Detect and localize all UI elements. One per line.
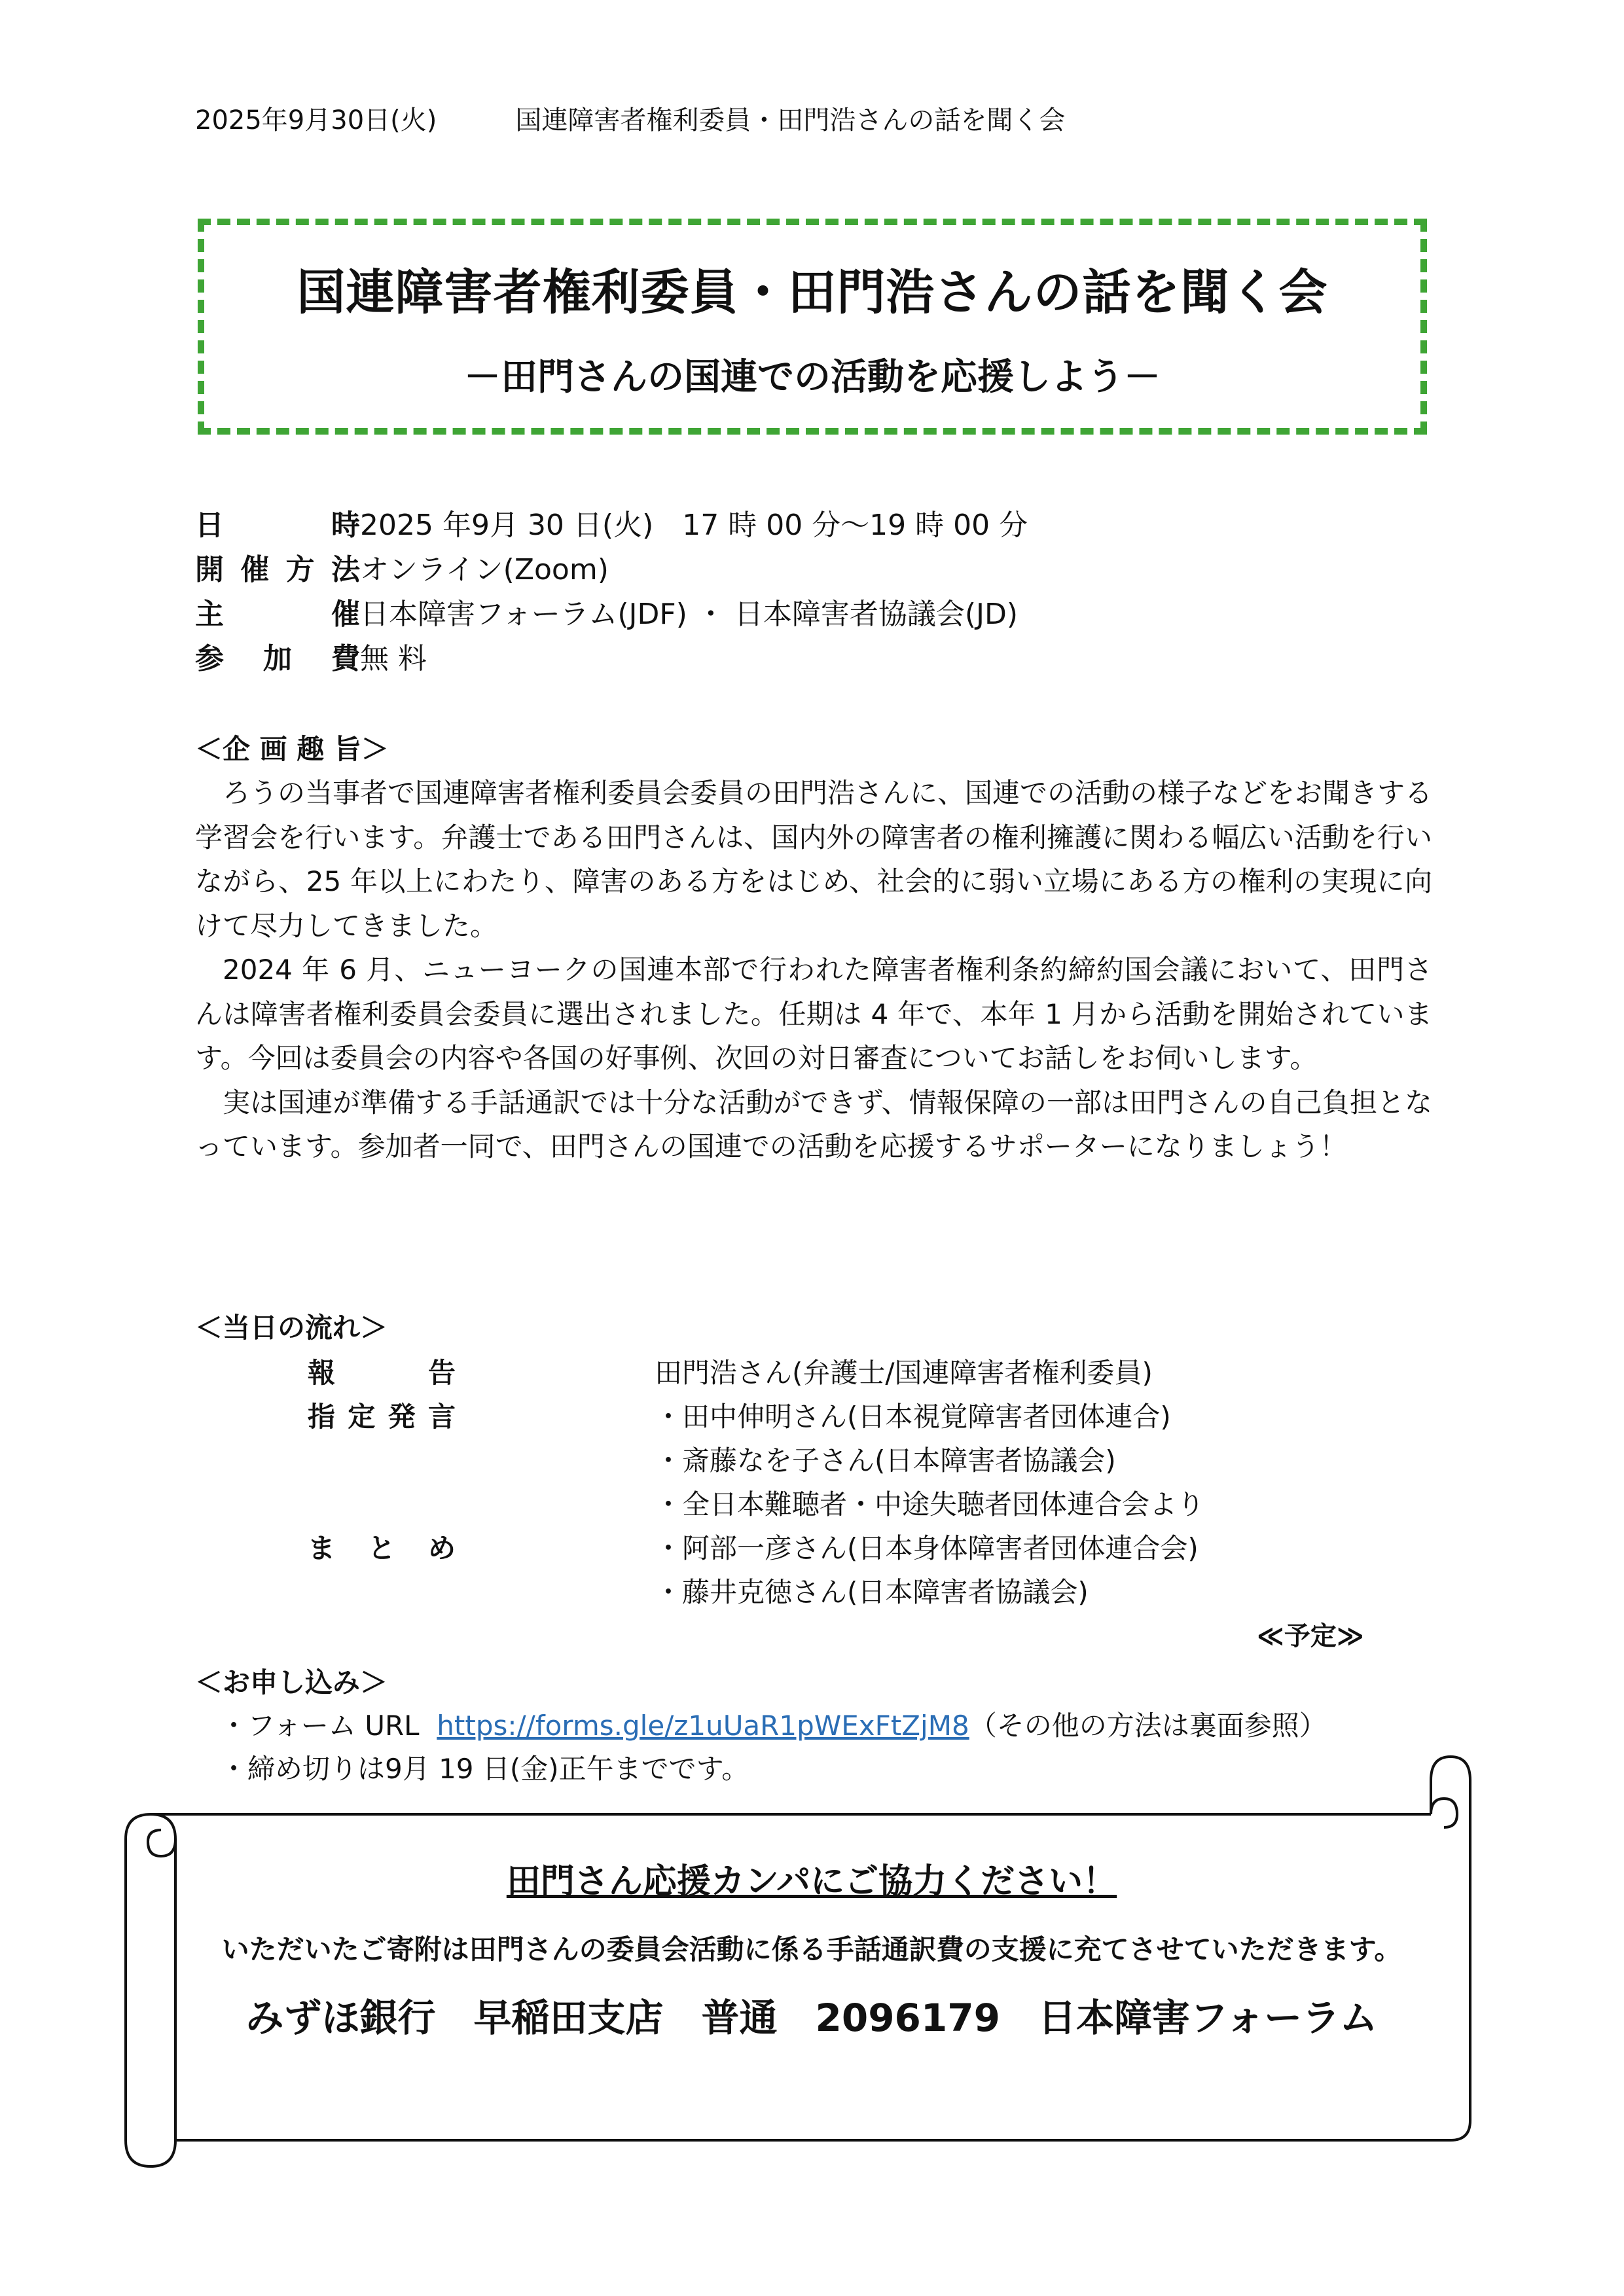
info-value: 2025 年9月 30 日(火) 17 時 00 分～19 時 00 分 bbox=[360, 509, 1028, 542]
flow-label-summary: まとめ bbox=[308, 1532, 456, 1564]
info-label: 主 催 bbox=[195, 598, 360, 631]
flow-item: ・全日本難聴者・中途失聴者団体連合会より bbox=[655, 1488, 1205, 1520]
header-date: 2025年9月30日(火) bbox=[195, 105, 437, 135]
donation-description: いただいたご寄附は田門さんの委員会活動に係る手話通訳費の支援に充てさせていただきます。 bbox=[221, 1933, 1402, 1965]
apply-form-prefix: ・フォーム URL bbox=[220, 1710, 420, 1742]
info-label: 開催方法 bbox=[195, 553, 360, 586]
purpose-heading: ＜企 画 趣 旨＞ bbox=[195, 733, 389, 765]
info-value: 無 料 bbox=[360, 642, 427, 675]
form-url-link[interactable]: https://forms.gle/z1uUaR1pWExFtZjM8 bbox=[437, 1710, 969, 1742]
apply-form-suffix: （その他の方法は裏面参照） bbox=[969, 1710, 1327, 1742]
apply-heading: ＜お申し込み＞ bbox=[195, 1666, 388, 1698]
flow-note: ≪予定≫ bbox=[1257, 1621, 1364, 1651]
flow-label-report: 報 告 bbox=[308, 1357, 456, 1389]
donation-bank-account: みずほ銀行 早稲田支店 普通 2096179 日本障害フォーラム bbox=[245, 1996, 1378, 2040]
donation-title: 田門さん応援カンパにご協力ください！ bbox=[506, 1862, 1117, 1901]
flow-heading: ＜当日の流れ＞ bbox=[195, 1312, 388, 1344]
header-title: 国連障害者権利委員・田門浩さんの話を聞く会 bbox=[515, 105, 1066, 135]
purpose-paragraph: 実は国連が準備する手話通訳では十分な活動ができず、情報保障の一部は田門さんの自己負担となっています。参加者一同で、田門さんの国連での活動を応援するサポーターになりましょう！ bbox=[195, 1086, 1432, 1162]
flow-item: ・阿部一彦さん(日本身体障害者団体連合会) bbox=[655, 1532, 1199, 1564]
purpose-paragraph: 2024 年 6 月、ニューヨークの国連本部で行われた障害者権利条約締約国会議において、田門さんは障害者権利委員会委員に選出されました。任期は 4 年で、本年 1 月から活動を開始されています。今回は委員会の内容や各国の好事例、次回の対日審査についてお話しをお伺いします。 bbox=[195, 954, 1432, 1074]
apply-deadline: ・締め切りは9月 19 日(金)正午までです。 bbox=[220, 1753, 749, 1785]
banner-title: 国連障害者権利委員・田門浩さんの話を聞く会 bbox=[297, 264, 1328, 321]
info-value: オンライン(Zoom) bbox=[360, 553, 609, 586]
purpose-paragraph: ろうの当事者で国連障害者権利委員会委員の田門浩さんに、国連での活動の様子などをお聞きする学習会を行います。弁護士である田門さんは、国内外の障害者の権利擁護に関わる幅広い活動を行いながら、25 年以上にわたり、障害のある方をはじめ、社会的に弱い立場にある方の権利の実現に向けて尽力してきました。 bbox=[195, 777, 1433, 942]
flow-item: ・田中伸明さん(日本視覚障害者団体連合) bbox=[655, 1401, 1171, 1433]
banner-subtitle: －田門さんの国連での活動を応援しよう－ bbox=[464, 356, 1161, 399]
info-label: 日 時 bbox=[195, 509, 360, 542]
flow-item: ・斎藤なを子さん(日本障害者協議会) bbox=[655, 1444, 1116, 1477]
info-label: 参加費 bbox=[195, 642, 360, 675]
flow-label-designated: 指定発言 bbox=[308, 1401, 456, 1433]
flow-item: 田門浩さん(弁護士/国連障害者権利委員) bbox=[655, 1357, 1153, 1389]
info-value: 日本障害フォーラム(JDF) ・ 日本障害者協議会(JD) bbox=[360, 598, 1019, 631]
flow-item: ・藤井克徳さん(日本障害者協議会) bbox=[655, 1576, 1089, 1608]
